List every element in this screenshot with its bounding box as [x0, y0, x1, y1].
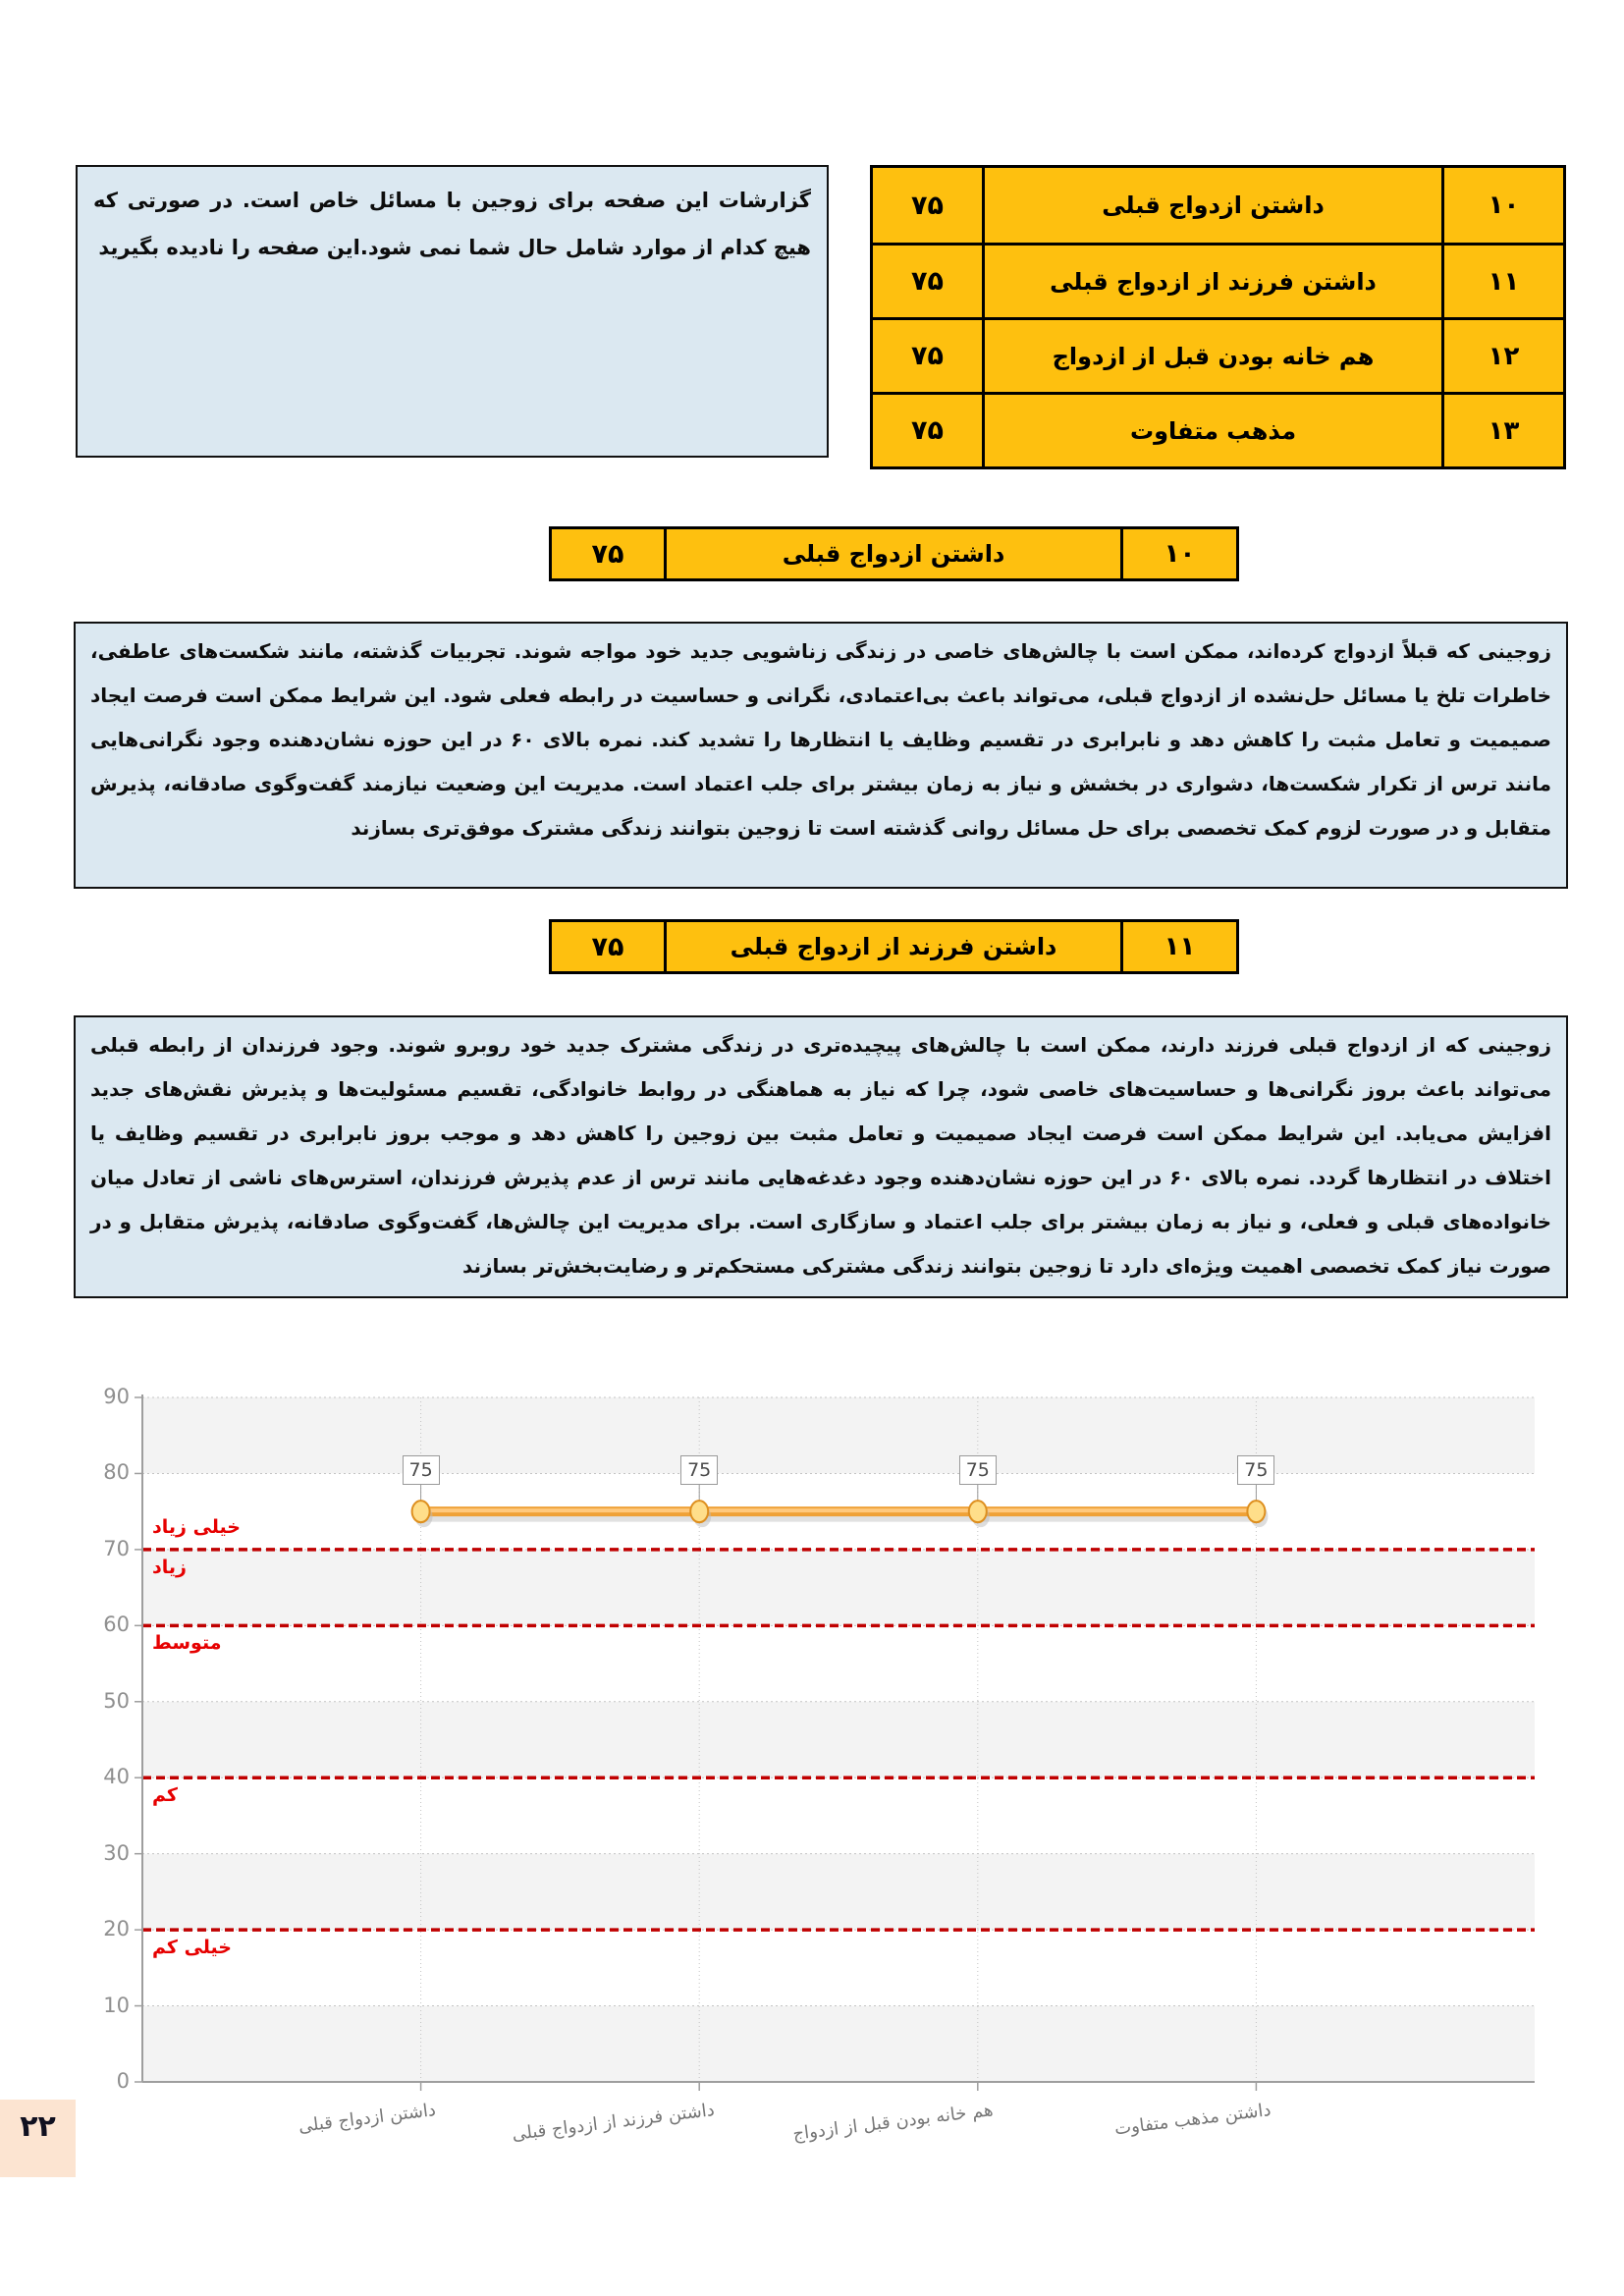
x-axis-category-label: داشتن ازدواج قبلی — [297, 2100, 437, 2138]
section-10-description — [74, 622, 1568, 889]
score-cell: ۷۵ — [873, 168, 985, 243]
table-row — [873, 243, 1563, 317]
label-cell: مذهب متفاوت — [985, 395, 1444, 466]
score-cell: ۷۵ — [873, 320, 985, 392]
data-point-marker — [1247, 1501, 1265, 1522]
page-note-text: گزارشات این صفحه برای زوجین با مسائل خاص است. در صورتی که هیچ کدام از موارد شامل حال شما نمی شود.این صفحه را نادیده بگیرید — [93, 189, 811, 260]
y-axis-tick-label: 40 — [103, 1765, 130, 1789]
score-cell: ۷۵ — [873, 395, 985, 466]
section-number: ۱۱ — [1123, 922, 1236, 971]
y-axis-tick-label: 60 — [103, 1613, 130, 1637]
row-number-cell: ۱۰ — [1444, 168, 1563, 243]
scores-line-chart — [59, 1365, 1624, 2229]
label-cell: هم خانه بودن قبل از ازدواج — [985, 320, 1444, 392]
section-header-10 — [549, 526, 1239, 581]
table-row — [873, 168, 1563, 243]
row-number-cell: ۱۱ — [1444, 246, 1563, 317]
section-11-text: زوجینی که از ازدواج قبلی فرزند دارند، ممکن است با چالش‌های پیچیده‌تری در زندگی مشترک جدید خود روبرو شوند. وجود فرزندان از رابطه قبلی می‌تواند باعث بروز نگرانی‌ها و حساسیت‌های خاصی شود، چرا که نیاز به هماهنگی در روابط خانوادگی، تقسیم مسئولیت‌ها و پذیرش نقش‌های جدید افزایش می‌یابد. این شرایط ممکن است فرصت ایجاد صمیمیت و تعامل مثبت بین زوجین را کاهش دهد و موجب بروز نابرابری در تقسیم وظایف یا اختلاف در انتظارها گردد. نمره بالای ۶۰ در این حوزه نشان‌دهنده وجود دغدغه‌هایی مانند ترس از عدم پذیرش فرزندان، استرس‌های ناشی از تعادل میان خانواده‌های قبلی و فعلی، و نیاز به زمان بیشتر برای جلب اعتماد و سازگاری است. برای مدیریت این چالش‌ها، گفت‌وگوی صادقانه، پذیرش متقابل و در صورت نیاز کمک تخصصی اهمیت ویژه‌ای دارد تا زوجین بتوانند زندگی مشترکی مستحکم‌تر و رضایت‌بخش‌تر بسازند — [90, 1033, 1551, 1278]
zone-label: متوسط — [152, 1632, 222, 1655]
section-title: داشتن فرزند از ازدواج قبلی — [667, 922, 1123, 971]
y-axis-tick-label: 70 — [103, 1536, 130, 1560]
section-score: ۷۵ — [552, 922, 667, 971]
section-score: ۷۵ — [552, 529, 667, 578]
section-11-description — [74, 1015, 1568, 1298]
y-axis-tick-label: 50 — [103, 1688, 130, 1713]
section-title: داشتن ازدواج قبلی — [667, 529, 1123, 578]
scores-summary-table — [870, 165, 1566, 469]
x-axis-category-label: داشتن فرزند از ازدواج قبلی — [510, 2100, 716, 2146]
page-note-box — [76, 165, 829, 458]
y-axis-tick-label: 90 — [103, 1385, 130, 1408]
data-point-label: 75 — [1237, 1455, 1274, 1485]
y-axis-tick-label: 80 — [103, 1460, 130, 1485]
x-axis-category-label: داشتن مذهب متفاوت — [1113, 2100, 1272, 2140]
zone-label: خیلی کم — [152, 1937, 232, 1959]
section-header-11 — [549, 919, 1239, 974]
section-10-text: زوجینی که قبلاً ازدواج کرده‌اند، ممکن است با چالش‌های خاصی در زندگی زناشویی جدید خود مواجه شوند. تجربیات گذشته، مانند شکست‌های عاطفی، خاطرات تلخ یا مسائل حل‌نشده از ازدواج قبلی، می‌تواند باعث بی‌اعتمادی، نگرانی و حساسیت در رابطه فعلی شود. این شرایط ممکن است فرصت ایجاد صمیمیت و تعامل مثبت را کاهش دهد و نابرابری در تقسیم وظایف یا انتظارها را تشدید کند. نمره بالای ۶۰ در این حوزه نشان‌دهنده وجود نگرانی‌هایی مانند ترس از تکرار شکست‌ها، دشواری در بخشش و نیاز به زمان بیشتر برای جلب اعتماد است. مدیریت این وضعیت نیازمند گفت‌وگوی صادقانه، پذیرش متقابل و در صورت لزوم کمک تخصصی برای حل مسائل روانی گذشته است تا زوجین بتوانند زندگی مشترک موفق‌تری بسازند — [90, 639, 1551, 840]
table-row — [873, 392, 1563, 466]
zone-label: خیلی زیاد — [152, 1515, 241, 1538]
section-number: ۱۰ — [1123, 529, 1236, 578]
page-number: ۲۲ — [20, 2109, 56, 2144]
y-axis-tick-label: 30 — [103, 1840, 130, 1865]
data-point-marker — [969, 1501, 987, 1522]
chart-canvas — [59, 1365, 1624, 2229]
table-row — [873, 317, 1563, 392]
data-point-label: 75 — [959, 1455, 997, 1485]
zone-label: زیاد — [152, 1556, 187, 1578]
data-point-label: 75 — [680, 1455, 718, 1485]
row-number-cell: ۱۳ — [1444, 395, 1563, 466]
zone-label: کم — [152, 1784, 178, 1807]
y-axis-tick-label: 10 — [103, 1993, 130, 2017]
label-cell: داشتن ازدواج قبلی — [985, 168, 1444, 243]
label-cell: داشتن فرزند از ازدواج قبلی — [985, 246, 1444, 317]
score-cell: ۷۵ — [873, 246, 985, 317]
y-axis-tick-label: 20 — [103, 1917, 130, 1941]
page-number-badge — [0, 2100, 76, 2177]
data-point-marker — [412, 1501, 430, 1522]
x-axis-category-label: هم خانه بودن قبل از ازدواج — [790, 2100, 995, 2145]
data-point-label: 75 — [403, 1455, 440, 1485]
row-number-cell: ۱۲ — [1444, 320, 1563, 392]
y-axis-tick-label: 0 — [116, 2069, 130, 2093]
data-point-marker — [690, 1501, 708, 1522]
